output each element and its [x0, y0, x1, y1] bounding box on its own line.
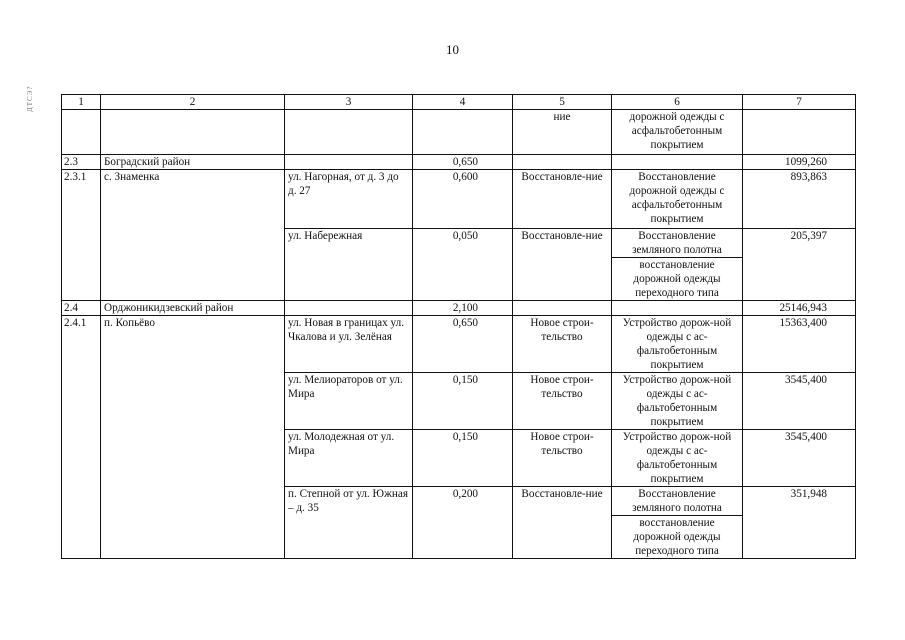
- header-cell: 3: [285, 95, 413, 110]
- cost-cell: 15363,400: [743, 316, 856, 373]
- length-cell: 0,650: [413, 155, 513, 170]
- header-cell: 5: [513, 95, 612, 110]
- road-row: [62, 316, 856, 373]
- item-number: 2.4: [62, 301, 101, 316]
- work-description-cell: Устройство дорож-ной одежды с ас-фальтобетонным покрытием: [612, 316, 743, 373]
- header-cell: 6: [612, 95, 743, 110]
- work-description-cell: Восстановление земляного полотна: [612, 487, 743, 516]
- item-number: 2.3.1: [62, 170, 101, 301]
- margin-stamp: ДТСЭ?: [26, 85, 34, 112]
- street-cell: ул. Набережная: [285, 229, 413, 301]
- cost-cell: 3545,400: [743, 430, 856, 487]
- cost-cell: 25146,943: [743, 301, 856, 316]
- street-cell: ул. Новая в границах ул. Чкалова и ул. Зелёная: [285, 316, 413, 373]
- length-cell: 0,650: [413, 316, 513, 373]
- district-name: Орджоникидзевский район: [101, 301, 285, 316]
- street-cell: ул. Мелиораторов от ул. Мира: [285, 373, 413, 430]
- continuation-row: [62, 110, 856, 155]
- road-row: [62, 170, 856, 229]
- page-number: 10: [446, 42, 459, 57]
- cost-cell: 893,863: [743, 170, 856, 229]
- cost-cell: 351,948: [743, 487, 856, 559]
- length-cell: 0,150: [413, 430, 513, 487]
- settlement-name: п. Копьёво: [101, 316, 285, 559]
- length-cell: 2,100: [413, 301, 513, 316]
- work-description-cell: Восстановление земляного полотна: [612, 229, 743, 258]
- cost-cell: 205,397: [743, 229, 856, 301]
- cost-cell: 3545,400: [743, 373, 856, 430]
- work-description-cell: Устройство дорож-ной одежды с ас-фальтобетонным покрытием: [612, 373, 743, 430]
- header-cell: 4: [413, 95, 513, 110]
- length-cell: 0,150: [413, 373, 513, 430]
- district-row: [62, 155, 856, 170]
- settlement-name: с. Знаменка: [101, 170, 285, 301]
- item-number: 2.4.1: [62, 316, 101, 559]
- length-cell: 0,200: [413, 487, 513, 559]
- table-header-row: [62, 95, 856, 110]
- header-cell: 2: [101, 95, 285, 110]
- roads-table: [61, 94, 856, 559]
- header-cell: 7: [743, 95, 856, 110]
- length-cell: 0,050: [413, 229, 513, 301]
- work-kind-cell: Восстановле-ние: [513, 170, 612, 229]
- work-description-cell: восстановление дорожной одежды переходного типа: [612, 258, 743, 301]
- district-name: Боградский район: [101, 155, 285, 170]
- street-cell: ул. Нагорная, от д. 3 до д. 27: [285, 170, 413, 229]
- header-cell: 1: [62, 95, 101, 110]
- work-kind-cell: Новое строи-тельство: [513, 316, 612, 373]
- work-kind-cell: Новое строи-тельство: [513, 430, 612, 487]
- street-cell: п. Степной от ул. Южная – д. 35: [285, 487, 413, 559]
- length-cell: 0,600: [413, 170, 513, 229]
- work-description-cell: дорожной одежды с асфальтобетонным покрытием: [612, 110, 743, 155]
- work-kind-cell: Новое строи-тельство: [513, 373, 612, 430]
- work-description-cell: восстановление дорожной одежды переходного типа: [612, 516, 743, 559]
- cost-cell: 1099,260: [743, 155, 856, 170]
- item-number: 2.3: [62, 155, 101, 170]
- district-row: [62, 301, 856, 316]
- street-cell: ул. Молодежная от ул. Мира: [285, 430, 413, 487]
- work-description-cell: Устройство дорож-ной одежды с ас-фальтобетонным покрытием: [612, 430, 743, 487]
- work-kind-cell: Восстановле-ние: [513, 229, 612, 301]
- work-kind-cell: Восстановле-ние: [513, 487, 612, 559]
- work-description-cell: Восстановление дорожной одежды с асфальтобетонным покрытием: [612, 170, 743, 229]
- work-kind-cell: ние: [513, 110, 612, 155]
